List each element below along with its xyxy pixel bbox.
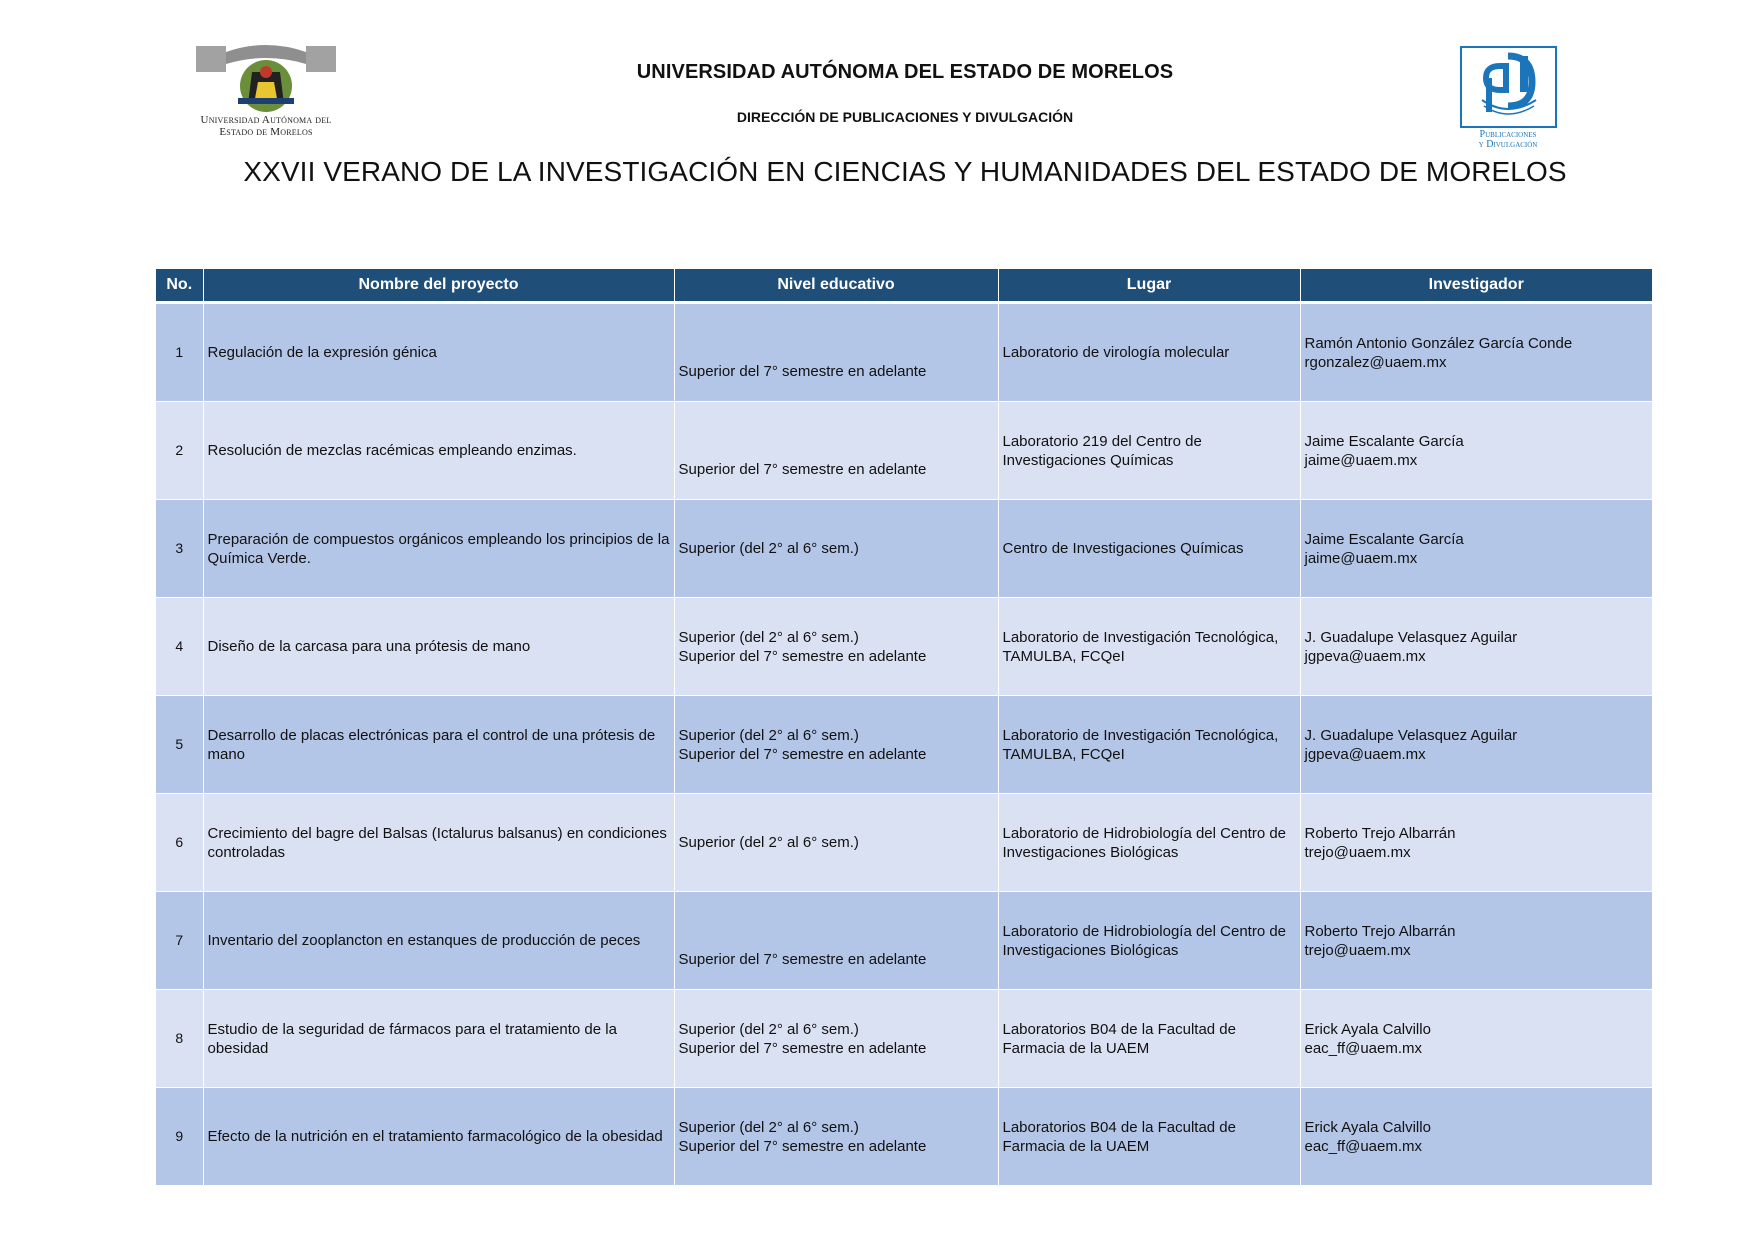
- lugar-line: Laboratorios B04 de la Facultad de: [1002, 1118, 1236, 1136]
- cell-nivel: [674, 696, 998, 794]
- cell-proyecto: Diseño de la carcasa para una prótesis de mano: [203, 598, 674, 696]
- cell-no: 2: [156, 402, 203, 500]
- cell-investigador: [1300, 990, 1652, 1088]
- university-logo: [183, 42, 349, 142]
- cell-investigador: [1300, 794, 1652, 892]
- cell-proyecto: Efecto de la nutrición en el tratamiento farmacológico de la obesidad: [203, 1088, 674, 1186]
- lugar-line: TAMULBA, FCQeI: [1002, 745, 1125, 763]
- nivel-line: Superior (del 2° al 6° sem.): [678, 1020, 859, 1038]
- cell-nivel: [674, 402, 998, 500]
- cell-no: 7: [156, 892, 203, 990]
- publications-logo: [1455, 46, 1561, 156]
- cell-nivel: [674, 598, 998, 696]
- lugar-line: Investigaciones Biológicas: [1002, 941, 1179, 959]
- cell-lugar: [998, 990, 1300, 1088]
- page-title: XXVII VERANO DE LA INVESTIGACIÓN EN CIENCIAS Y HUMANIDADES DEL ESTADO DE MORELOS: [243, 156, 1567, 187]
- cell-lugar: [998, 402, 1300, 500]
- nivel-line: Superior (del 2° al 6° sem.): [678, 834, 859, 851]
- investigador-name: J. Guadalupe Velasquez Aguilar: [1304, 726, 1518, 744]
- investigador-email: rgonzalez@uaem.mx: [1304, 353, 1447, 371]
- table-row: [156, 794, 1652, 892]
- cell-lugar: [998, 500, 1300, 598]
- investigador-email: jgpeva@uaem.mx: [1304, 745, 1426, 763]
- table-row: [156, 303, 1652, 402]
- cell-lugar: [998, 794, 1300, 892]
- nivel-line: Superior (del 2° al 6° sem.): [678, 726, 859, 744]
- lugar-line: Laboratorio 219 del Centro de: [1002, 432, 1202, 450]
- nivel-line: Superior del 7° semestre en adelante: [678, 363, 927, 380]
- university-crest-icon: [186, 42, 346, 114]
- investigador-name: Roberto Trejo Albarrán: [1304, 824, 1456, 842]
- column-header-proyecto: Nombre del proyecto: [203, 269, 674, 303]
- cell-no: 1: [156, 303, 203, 402]
- investigador-email: jaime@uaem.mx: [1304, 549, 1418, 567]
- lugar-line: TAMULBA, FCQeI: [1002, 647, 1125, 665]
- lugar-line: Investigaciones Biológicas: [1002, 843, 1179, 861]
- investigador-email: eac_ff@uaem.mx: [1304, 1039, 1423, 1057]
- column-header-nivel: Nivel educativo: [674, 269, 998, 303]
- university-title: UNIVERSIDAD AUTÓNOMA DEL ESTADO DE MORELOS: [636, 61, 1174, 83]
- lugar-line: Farmacia de la UAEM: [1002, 1137, 1150, 1155]
- cell-no: 8: [156, 990, 203, 1088]
- cell-lugar: [998, 598, 1300, 696]
- table-row: [156, 892, 1652, 990]
- column-header-no: No.: [156, 269, 203, 303]
- column-header-lugar: Lugar: [998, 269, 1300, 303]
- lugar-line: Laboratorio de Investigación Tecnológica,: [1002, 628, 1279, 646]
- investigador-name: Roberto Trejo Albarrán: [1304, 922, 1456, 940]
- lugar-line: Farmacia de la UAEM: [1002, 1039, 1150, 1057]
- investigador-email: jaime@uaem.mx: [1304, 451, 1418, 469]
- cell-investigador: [1300, 892, 1652, 990]
- right-logo-text-line2: y Divulgación: [1478, 139, 1538, 150]
- table-row: [156, 1088, 1652, 1186]
- nivel-line: Superior del 7° semestre en adelante: [678, 745, 927, 763]
- table-row: [156, 402, 1652, 500]
- nivel-line: Superior (del 2° al 6° sem.): [678, 1118, 859, 1136]
- lugar-line: Centro de Investigaciones Químicas: [1002, 540, 1244, 557]
- investigador-name: Jaime Escalante García: [1304, 432, 1464, 450]
- cell-no: 5: [156, 696, 203, 794]
- lugar-line: Laboratorio de Hidrobiología del Centro de: [1002, 922, 1287, 940]
- cell-nivel: [674, 1088, 998, 1186]
- cell-investigador: [1300, 500, 1652, 598]
- right-logo-text-line1: Publicaciones: [1479, 129, 1537, 140]
- nivel-line: Superior del 7° semestre en adelante: [678, 1137, 927, 1155]
- cell-proyecto: Crecimiento del bagre del Balsas (Ictalurus balsanus) en condiciones controladas: [203, 794, 674, 892]
- investigador-name: Erick Ayala Calvillo: [1304, 1118, 1431, 1136]
- publications-emblem-icon: [1462, 48, 1555, 126]
- left-logo-text-line1: Universidad Autónoma del: [200, 114, 332, 126]
- left-logo-text-line2: Estado de Morelos: [219, 126, 313, 138]
- column-header-investigador: Investigador: [1300, 269, 1652, 303]
- investigador-email: eac_ff@uaem.mx: [1304, 1137, 1423, 1155]
- lugar-line: Investigaciones Químicas: [1002, 451, 1174, 469]
- cell-no: 6: [156, 794, 203, 892]
- investigador-name: Ramón Antonio González García Conde: [1304, 334, 1573, 352]
- cell-investigador: [1300, 598, 1652, 696]
- investigador-email: trejo@uaem.mx: [1304, 941, 1411, 959]
- table-header-row: [156, 269, 1652, 303]
- cell-proyecto: Desarrollo de placas electrónicas para el control de una prótesis de mano: [203, 696, 674, 794]
- cell-no: 9: [156, 1088, 203, 1186]
- cell-no: 4: [156, 598, 203, 696]
- cell-lugar: [998, 696, 1300, 794]
- cell-nivel: [674, 892, 998, 990]
- cell-investigador: [1300, 1088, 1652, 1186]
- table-row: [156, 598, 1652, 696]
- table-body: [156, 303, 1652, 1186]
- nivel-line: Superior (del 2° al 6° sem.): [678, 628, 859, 646]
- table-row: [156, 500, 1652, 598]
- cell-proyecto: Resolución de mezclas racémicas empleando enzimas.: [203, 402, 674, 500]
- lugar-line: Laboratorio de Hidrobiología del Centro de: [1002, 824, 1287, 842]
- nivel-line: Superior del 7° semestre en adelante: [678, 1039, 927, 1057]
- investigador-name: Jaime Escalante García: [1304, 530, 1464, 548]
- nivel-line: Superior del 7° semestre en adelante: [678, 461, 927, 478]
- cell-nivel: [674, 990, 998, 1088]
- cell-investigador: [1300, 696, 1652, 794]
- cell-proyecto: Regulación de la expresión génica: [203, 303, 674, 402]
- nivel-line: Superior del 7° semestre en adelante: [678, 647, 927, 665]
- cell-nivel: [674, 794, 998, 892]
- cell-investigador: [1300, 303, 1652, 402]
- table-row: [156, 990, 1652, 1088]
- cell-no: 3: [156, 500, 203, 598]
- projects-table: [156, 269, 1652, 1186]
- nivel-line: Superior del 7° semestre en adelante: [678, 951, 927, 968]
- investigador-email: trejo@uaem.mx: [1304, 843, 1411, 861]
- department-title: DIRECCIÓN DE PUBLICACIONES Y DIVULGACIÓN: [736, 109, 1074, 125]
- investigador-name: J. Guadalupe Velasquez Aguilar: [1304, 628, 1518, 646]
- cell-investigador: [1300, 402, 1652, 500]
- table-row: [156, 696, 1652, 794]
- cell-lugar: [998, 892, 1300, 990]
- investigador-name: Erick Ayala Calvillo: [1304, 1020, 1431, 1038]
- lugar-line: Laboratorio de Investigación Tecnológica,: [1002, 726, 1279, 744]
- lugar-line: Laboratorios B04 de la Facultad de: [1002, 1020, 1236, 1038]
- investigador-email: jgpeva@uaem.mx: [1304, 647, 1426, 665]
- cell-nivel: [674, 500, 998, 598]
- cell-lugar: [998, 1088, 1300, 1186]
- cell-lugar: [998, 303, 1300, 402]
- cell-proyecto: Estudio de la seguridad de fármacos para el tratamiento de la obesidad: [203, 990, 674, 1088]
- lugar-line: Laboratorio de virología molecular: [1002, 344, 1230, 361]
- cell-nivel: [674, 303, 998, 402]
- cell-proyecto: Inventario del zooplancton en estanques de producción de peces: [203, 892, 674, 990]
- nivel-line: Superior (del 2° al 6° sem.): [678, 540, 859, 557]
- cell-proyecto: Preparación de compuestos orgánicos empleando los principios de la Química Verde.: [203, 500, 674, 598]
